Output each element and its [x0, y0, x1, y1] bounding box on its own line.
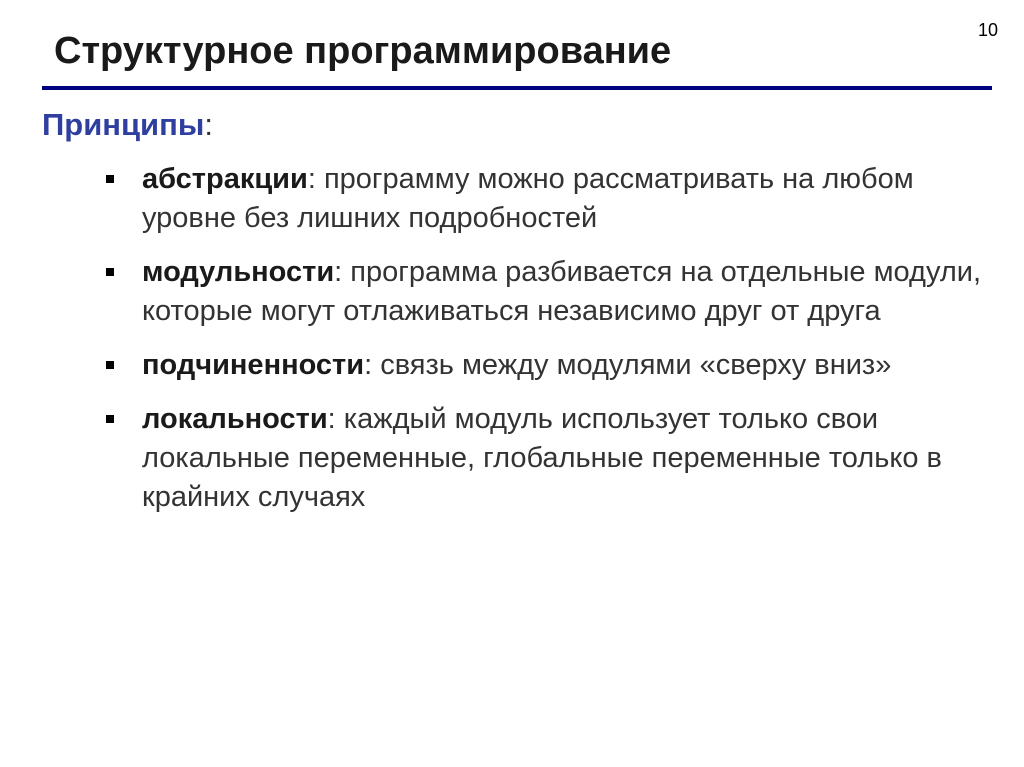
list-item	[104, 400, 984, 517]
principle-term: модульности	[142, 256, 335, 288]
principle-description: : программу можно рассматривать на любом уровне без лишних подробностей	[142, 163, 914, 234]
slide-title: Структурное программирование	[54, 30, 672, 72]
principles-heading-word: Принципы	[42, 107, 205, 142]
square-bullet-icon	[106, 268, 114, 276]
list-item	[104, 253, 984, 331]
list-item	[104, 160, 984, 238]
square-bullet-icon	[106, 175, 114, 183]
principle-term: локальности	[142, 403, 328, 435]
principles-list	[104, 160, 984, 532]
principles-heading-colon: :	[204, 107, 213, 142]
principle-term: абстракции	[142, 163, 308, 195]
principle-description: : каждый модуль использует только свои локальные переменные, глобальные переменные только в крайних случаях	[142, 403, 942, 513]
principle-description: : связь между модулями «сверху вниз»	[364, 349, 892, 381]
principle-term: подчиненности	[142, 349, 365, 381]
square-bullet-icon	[106, 361, 114, 369]
slide-number: 10	[977, 20, 998, 40]
principles-heading	[42, 106, 213, 144]
list-item	[104, 346, 984, 385]
principle-description: : программа разбивается на отдельные модули, которые могут отлаживаться независимо друг от друга	[142, 256, 982, 327]
square-bullet-icon	[106, 415, 114, 423]
title-divider	[42, 86, 992, 90]
